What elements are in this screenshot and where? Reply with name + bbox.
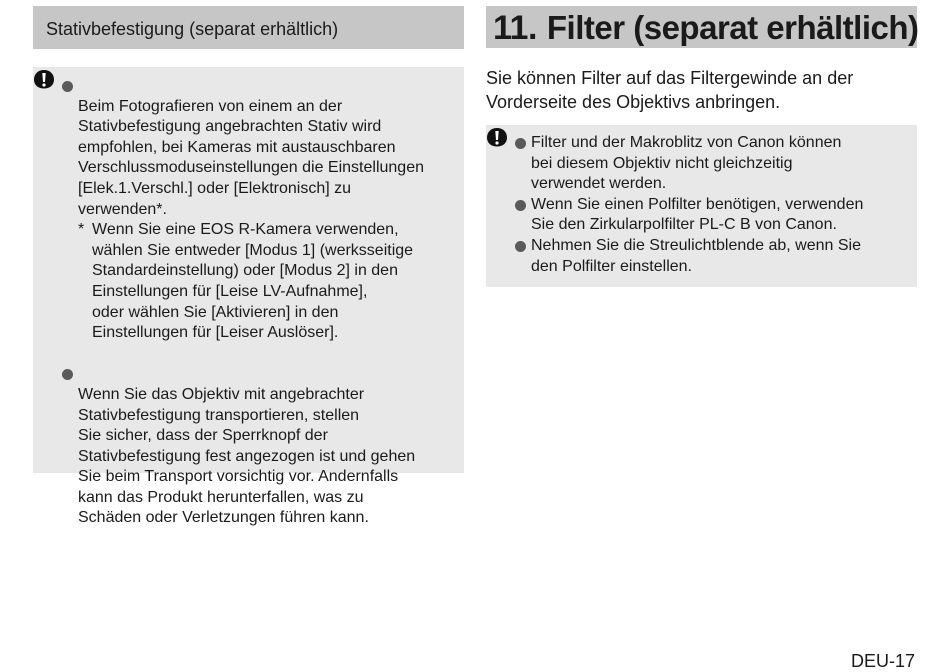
section-title: Filter (separat erhältlich) (546, 9, 919, 46)
list-item-text: Wenn Sie das Objektiv mit angebrachter Stativbefestigung transportieren, stellen Sie sicher, dass der Sperrknopf der Stativbefestigung fest angezogen ist und gehen Sie beim Transport vorsichtig vor. Andernfalls kann das Produkt herunterfallen, was zu Schäden oder Verletzungen führen kann. (78, 385, 416, 527)
footnote-mark: * (78, 221, 85, 239)
caution-exclamation-icon (33, 69, 55, 91)
section-header-title: Stativbefestigung (separat erhältlich) (46, 19, 339, 39)
footnote-text: Wenn Sie eine EOS R-Kamera verwenden, wählen Sie entweder [Modus 1] (werksseitige Standardeinstellung) oder [Modus 2] in den Einstellungen für [Leise LV-Aufnahme], oder wählen Sie [Aktivieren] in den Einstellungen für [Leiser Auslöser]. (92, 221, 414, 342)
page-number: DEU-17 (850, 651, 915, 671)
list-item (78, 76, 461, 364)
section-intro-paragraph: Sie können Filter auf das Filtergewinde an der Vorderseite des Objektivs anbringen. (486, 68, 854, 112)
list-item: Nehmen Sie die Streulichtblende ab, wenn Sie den Polfilter einstellen. (531, 236, 914, 277)
caution-list (531, 133, 914, 277)
caution-exclamation-icon (486, 127, 508, 149)
caution-box-tripod-mount (33, 67, 464, 527)
section-number: 11. (493, 9, 537, 47)
list-item: Filter und der Makroblitz von Canon können bei diesem Objektiv nicht gleichzeitig verwendet werden. (531, 133, 914, 195)
caution-box-filter (486, 125, 917, 287)
list-item: Wenn Sie einen Polfilter benötigen, verwenden Sie den Zirkularpolfilter PL-C B von Canon. (531, 195, 914, 236)
footnote (78, 220, 461, 344)
list-item-text: Beim Fotografieren von einem an der Stativbefestigung angebrachten Stativ wird empfohlen, bei Kameras mit austauschbaren Verschlussmoduseinstellungen die Einstellungen [Elek.1.Verschl.] oder [Elektronisch] zu verwenden*. (78, 97, 424, 218)
section-header-filter (486, 6, 917, 48)
list-item (78, 364, 461, 529)
caution-list (78, 76, 461, 529)
section-header-tripod-mount (33, 6, 464, 49)
